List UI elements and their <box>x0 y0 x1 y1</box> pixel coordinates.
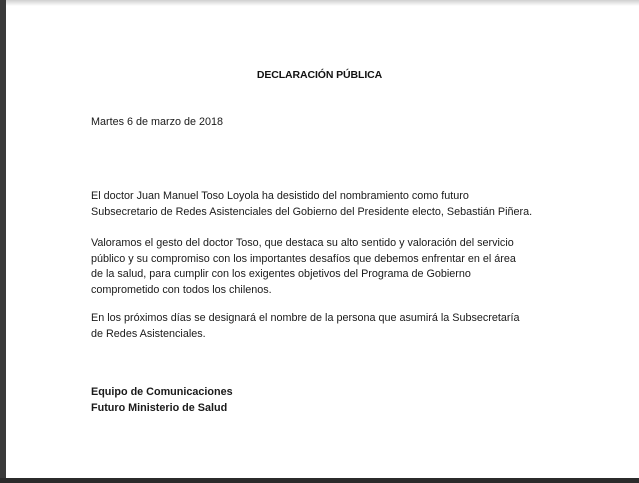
paragraph-3 <box>91 311 520 342</box>
paragraph-2-line: público y su compromiso con los importantes desafíos que debemos enfrentar en el área <box>91 252 516 265</box>
paragraph-1-line: El doctor Juan Manuel Toso Loyola ha desistido del nombramiento como futuro <box>91 190 469 202</box>
paragraph-2-line: Valoramos el gesto del doctor Toso, que destaca su alto sentido y valoración del servicio <box>91 237 514 249</box>
paragraph-3-line: En los próximos días se designará el nombre de la persona que asumirá la Subsecretaría <box>91 312 520 324</box>
signature-ministry: Futuro Ministerio de Salud <box>91 401 228 414</box>
signature-block <box>91 385 233 416</box>
paragraph-1-line: Subsecretario de Redes Asistenciales del Gobierno del Presidente electo, Sebastián Piñera. <box>91 205 533 218</box>
paragraph-3-line: de Redes Asistenciales. <box>91 327 206 340</box>
signature-team: Equipo de Comunicaciones <box>91 386 233 398</box>
paragraph-1 <box>91 189 532 220</box>
document-title: DECLARACIÓN PÚBLICA <box>256 69 383 81</box>
paragraph-2-line: de la salud, para cumplir con los exigentes objetivos del Programa de Gobierno <box>91 268 471 280</box>
paragraph-2 <box>91 236 516 298</box>
page-top-shade <box>6 0 639 6</box>
bottom-shadow <box>0 478 639 483</box>
document-date: Martes 6 de marzo de 2018 <box>91 116 224 128</box>
paragraph-2-line: comprometido con todos los chilenos. <box>91 283 272 296</box>
